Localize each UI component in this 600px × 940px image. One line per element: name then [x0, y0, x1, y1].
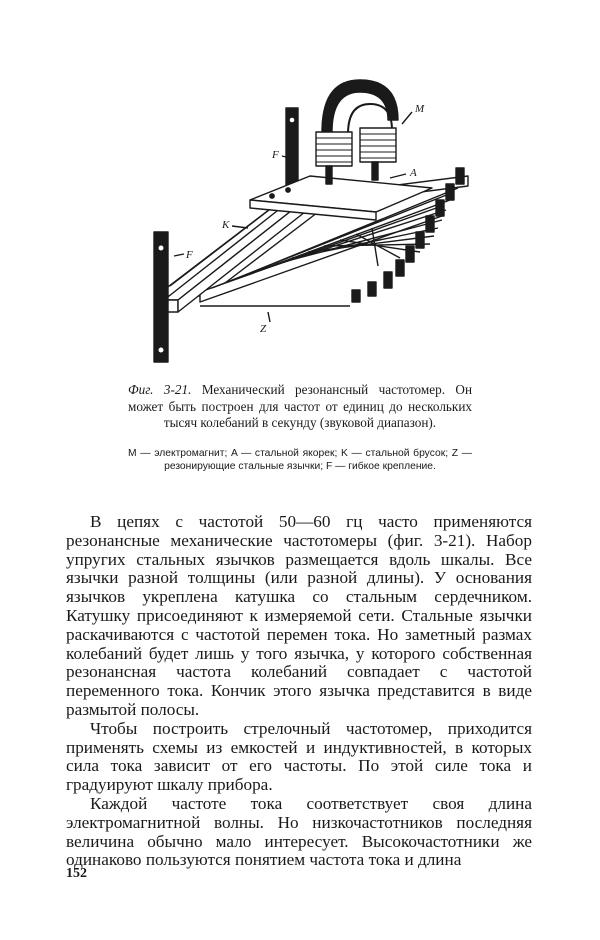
label-z: Z	[260, 323, 267, 335]
page-number: 152	[66, 866, 87, 881]
figure-legend: M — электромагнит; A — стальной якорек; K — стальной брусок; Z — резонирующие стальные язычки; F — гибкое крепление.	[128, 448, 472, 472]
label-m: M	[415, 103, 425, 115]
frequency-meter-figure	[120, 60, 480, 380]
label-f-left: F	[186, 249, 193, 261]
figure-caption	[128, 382, 472, 432]
paragraph: Каждой частоте тока соответствует своя длина электромагнитной волны. Но низкочастотников последняя величина обычно мало интересует. Высокочастотники же одинаково пользуются понятием частота тока и длина	[66, 793, 532, 870]
paragraph: В цепях с частотой 50—60 гц часто применяются резонансные механические частотомеры (фиг. 3-21). Набор упругих стальных язычков размещается вдоль шкалы. Все язычки разной толщины (или разной длины). У основания язычков укреплена катушка со стальным сердечником. Катушку присоединяют к измеряемой сети. Стальные язычки раскачиваются с частотой перемен тока. Но заметный размах колебаний будет лишь у того язычка, у которого собственная резонансная частота колебаний совпадает с частотой переменного тока. Кончик этого язычка представится в виде размытой полосы.	[66, 512, 532, 719]
figure-caption-text: Механический резонансный частотомер. Он может быть построен для частот от единиц до нескольких тысяч колебаний в секунду (звуковой диапазон).	[128, 382, 473, 430]
left-flexible-mount	[154, 232, 168, 362]
electromagnet	[316, 80, 412, 184]
label-a: A	[410, 167, 417, 179]
body-text	[66, 513, 532, 870]
paragraph: Чтобы построить стрелочный частотомер, приходится применять схемы из емкостей и индуктивностей, в которых сила тока зависит от его частоты. По этой силе тока и градуируют шкалу прибора.	[66, 718, 532, 795]
label-f-top: F	[272, 149, 279, 161]
figure-number: Фиг. 3-21.	[128, 382, 192, 397]
frequency-meter-drawing	[120, 60, 480, 380]
label-k: K	[222, 219, 230, 231]
